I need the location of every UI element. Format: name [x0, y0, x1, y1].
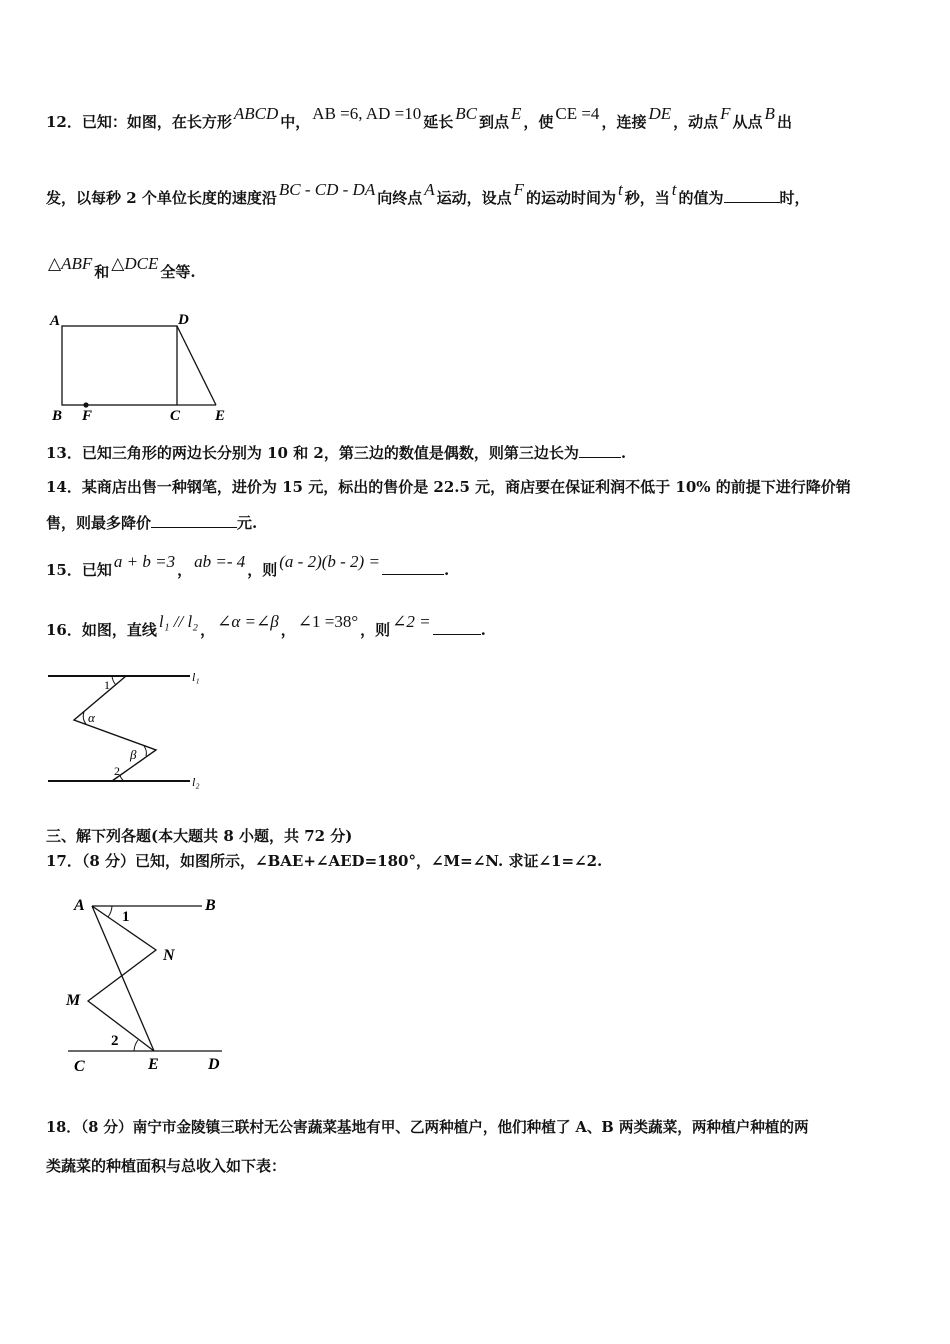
- q18-line-1: 18．（8 分）南宁市金陵镇三联村无公害蔬菜基地有甲、乙两种植户，他们种植了 A、B 两类蔬菜，两种植户种植的两: [46, 1119, 809, 1136]
- label-angle-1: 1: [104, 678, 110, 692]
- q15: 15．已知 a + b =3 ， ab =- 4 ，则 (a - 2)(b - 2) = .: [46, 552, 450, 579]
- angle-beta-arc: [144, 746, 146, 756]
- label-a: A: [50, 313, 61, 329]
- angle-1-arc: [112, 676, 116, 685]
- label-c: C: [74, 1058, 85, 1075]
- label-b: B: [205, 897, 216, 914]
- label-f: F: [82, 408, 93, 424]
- q12-line-2: 发，以每秒 2 个单位长度的速度沿 BC - CD - DA 向终点 A 运动，设点 F 的运动时间为 t 秒，当 t 的值为 时，: [46, 180, 810, 207]
- angle-2-arc: [134, 1040, 138, 1051]
- answer-blank-15: [382, 560, 444, 575]
- section-3-heading: 三、解下列各题(本大题共 8 小题，共 72 分): [46, 827, 353, 845]
- label-e: E: [148, 1056, 159, 1073]
- q12-line-1: 12．已知：如图，在长方形 ABCD 中， AB =6, AD =10 延长 BC 到点 E ，使 CE =4 ，连接 DE ，动点 F 从点 B 出: [46, 104, 792, 131]
- q16-figure: [44, 662, 224, 797]
- label-alpha: α: [88, 710, 95, 725]
- label-l2: l₂: [192, 775, 200, 789]
- label-l1: l₁: [192, 670, 200, 684]
- q14-line-1: 14．某商店出售一种钢笔，进价为 15 元，标出的售价是 22.5 元，商店要在保证利润不低于 10% 的前提下进行降价销: [46, 478, 851, 496]
- label-d: D: [208, 1056, 220, 1073]
- q12-figure: [44, 306, 244, 426]
- answer-blank-12: [724, 188, 780, 203]
- angle-1-arc: [108, 906, 112, 917]
- label-d: D: [178, 312, 189, 328]
- answer-blank-16: [433, 620, 481, 635]
- label-a: A: [74, 897, 85, 914]
- q17: 17．（8 分）已知，如图所示，∠BAE+∠AED=180°，∠M=∠N. 求证∠1=∠2.: [46, 852, 603, 870]
- q16: 16．如图，直线 l₁ // l₂ ， ∠α =∠β ， ∠1 =38° ，则 ∠2 = .: [46, 612, 486, 639]
- label-c: C: [170, 408, 181, 424]
- q13: 13．已知三角形的两边长分别为 10 和 2，第三边的数值是偶数，则第三边长为 .: [46, 444, 627, 462]
- label-beta: β: [130, 747, 137, 762]
- label-m: M: [66, 992, 81, 1009]
- label-b: B: [52, 408, 63, 424]
- q18-line-2: 类蔬菜的种植面积与总收入如下表：: [46, 1157, 287, 1175]
- point-f: [83, 402, 88, 407]
- angle-alpha-arc: [83, 712, 86, 724]
- label-angle-1: 1: [122, 909, 130, 925]
- label-angle-2: 2: [114, 764, 120, 778]
- label-e: E: [215, 408, 226, 424]
- q17-figure: [60, 888, 240, 1078]
- zigzag-a-n-m-e: [88, 906, 156, 1051]
- label-n: N: [163, 947, 175, 964]
- answer-blank-14: [151, 513, 237, 528]
- label-angle-2: 2: [111, 1033, 119, 1049]
- q12-line-3: △ABF 和 △DCE 全等.: [48, 254, 196, 281]
- segment-de: [177, 326, 216, 405]
- q14-line-2: 售，则最多降价 元.: [46, 514, 258, 532]
- rectangle-abcd: [62, 326, 177, 405]
- answer-blank-13: [579, 443, 621, 458]
